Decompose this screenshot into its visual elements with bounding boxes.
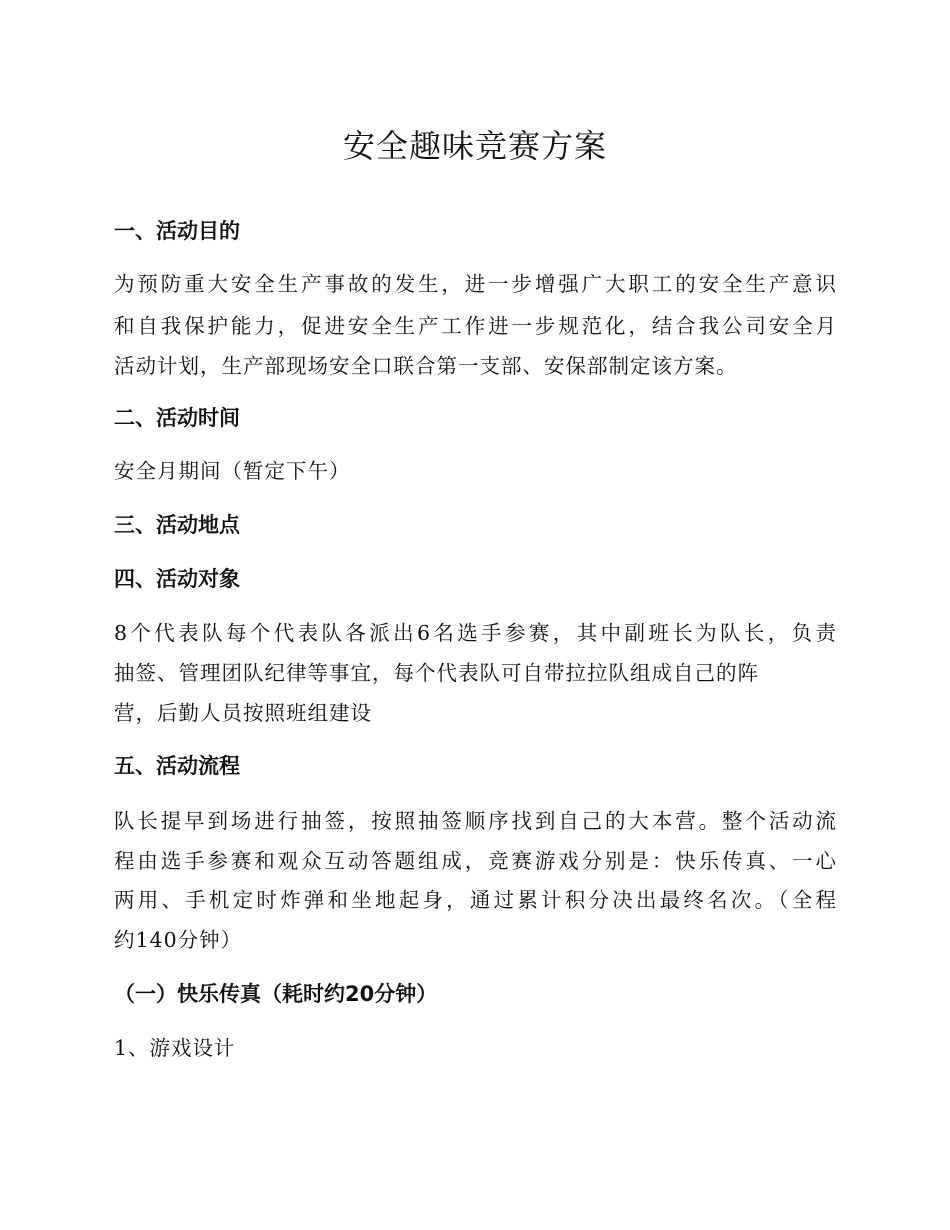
section-heading-time: 二、活动时间 [114,406,240,430]
paragraph-line: 约140分钟） [114,928,243,952]
paragraph-line: 和自我保护能力，促进安全生产工作进一步规范化，结合我公司安全月 [114,314,836,338]
paragraph-line: 抽签、管理团队纪律等事宜，每个代表队可自带拉拉队组成自己的阵 [114,661,759,685]
section-heading-participants: 四、活动对象 [114,567,240,591]
section-heading-location: 三、活动地点 [114,513,240,537]
paragraph-line: 安全月期间（暂定下午） [114,459,351,483]
document-title: 安全趣味竞赛方案 [342,127,607,165]
paragraph-line: 活动计划，生产部现场安全口联合第一支部、安保部制定该方案。 [114,354,738,378]
paragraph-line: 为预防重大安全生产事故的发生，进一步增强广大职工的安全生产意识 [114,272,836,296]
subsection-heading: （一）快乐传真（耗时约20分钟） [114,982,438,1006]
paragraph-line: 程由选手参赛和观众互动答题组成，竞赛游戏分别是：快乐传真、一心 [114,849,836,873]
paragraph-line: 营，后勤人员按照班组建设 [114,701,372,725]
paragraph-line: 8个代表队每个代表队各派出6名选手参赛，其中副班长为队长，负责 [114,621,836,645]
paragraph-line: 两用、手机定时炸弹和坐地起身，通过累计积分决出最终名次。（全程 [114,888,836,912]
paragraph-line: 队长提早到场进行抽签，按照抽签顺序找到自己的大本营。整个活动流 [114,809,836,833]
section-heading-process: 五、活动流程 [114,754,240,778]
section-heading-purpose: 一、活动目的 [114,219,240,243]
list-item: 1、游戏设计 [114,1036,236,1060]
